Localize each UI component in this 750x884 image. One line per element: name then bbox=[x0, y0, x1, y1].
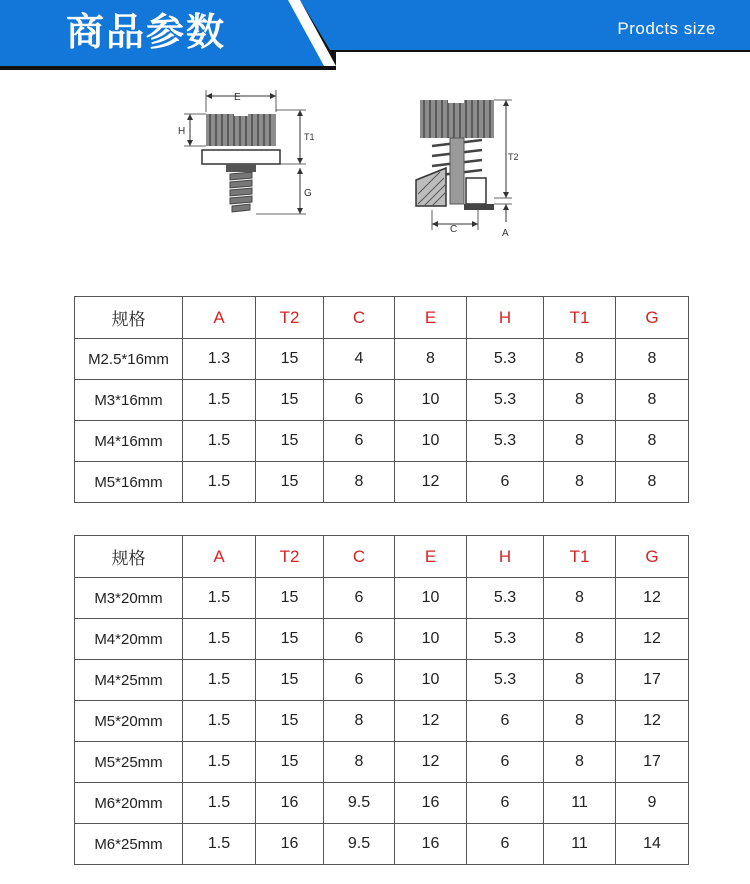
table-row bbox=[75, 742, 689, 783]
label-h: H bbox=[178, 126, 186, 137]
table-cell: 6 bbox=[324, 421, 395, 462]
table-cell: 15 bbox=[256, 578, 324, 619]
table-row bbox=[75, 380, 689, 421]
header-cell: H bbox=[467, 536, 544, 578]
table-cell: 6 bbox=[324, 619, 395, 660]
table-cell: 1.5 bbox=[183, 742, 256, 783]
table-cell: 5.3 bbox=[467, 339, 544, 380]
table-cell: M5*16mm bbox=[75, 462, 183, 503]
header-cell: E bbox=[395, 536, 467, 578]
label-a: A bbox=[502, 228, 509, 239]
page-subtitle: Prodcts size bbox=[617, 19, 716, 38]
table-cell: 8 bbox=[616, 462, 689, 503]
table-cell: 15 bbox=[256, 619, 324, 660]
table-cell: 15 bbox=[256, 339, 324, 380]
table-cell: M5*20mm bbox=[75, 701, 183, 742]
table-cell: 8 bbox=[544, 339, 616, 380]
table-cell: M6*25mm bbox=[75, 824, 183, 865]
table-cell: 8 bbox=[544, 578, 616, 619]
table-cell: 8 bbox=[544, 380, 616, 421]
table-cell: 15 bbox=[256, 421, 324, 462]
table-cell: 8 bbox=[616, 380, 689, 421]
table-cell: 1.5 bbox=[183, 701, 256, 742]
table-cell: 9 bbox=[616, 783, 689, 824]
table-cell: M6*20mm bbox=[75, 783, 183, 824]
table-cell: 12 bbox=[616, 701, 689, 742]
table-cell: 10 bbox=[395, 578, 467, 619]
table-cell: 9.5 bbox=[324, 783, 395, 824]
table-cell: 6 bbox=[467, 824, 544, 865]
table-cell: 6 bbox=[324, 380, 395, 421]
header-cell: H bbox=[467, 297, 544, 339]
table-cell: 17 bbox=[616, 742, 689, 783]
table-cell: 6 bbox=[324, 660, 395, 701]
table-cell: 1.5 bbox=[183, 421, 256, 462]
table-cell: M5*25mm bbox=[75, 742, 183, 783]
table-row bbox=[75, 824, 689, 865]
table-cell: 16 bbox=[395, 783, 467, 824]
table-cell: M4*25mm bbox=[75, 660, 183, 701]
table-cell: 1.3 bbox=[183, 339, 256, 380]
header-cell: G bbox=[616, 297, 689, 339]
table-cell: 8 bbox=[544, 701, 616, 742]
table-cell: 9.5 bbox=[324, 824, 395, 865]
header-cell: 规格 bbox=[75, 297, 183, 339]
table-cell: 1.5 bbox=[183, 578, 256, 619]
label-e: E bbox=[234, 92, 241, 103]
table-cell: 1.5 bbox=[183, 824, 256, 865]
table-row bbox=[75, 339, 689, 380]
table-cell: 16 bbox=[395, 824, 467, 865]
table-cell: 15 bbox=[256, 742, 324, 783]
header-cell: T1 bbox=[544, 297, 616, 339]
table-cell: M4*20mm bbox=[75, 619, 183, 660]
table-cell: 8 bbox=[544, 742, 616, 783]
table-cell: 8 bbox=[616, 339, 689, 380]
table-cell: 5.3 bbox=[467, 660, 544, 701]
table-cell: 1.5 bbox=[183, 380, 256, 421]
header-cell: E bbox=[395, 297, 467, 339]
table-cell: 15 bbox=[256, 660, 324, 701]
page-title: 商品参数 bbox=[66, 10, 227, 54]
table-header-row bbox=[75, 297, 689, 339]
table-cell: 8 bbox=[324, 742, 395, 783]
table-cell: 16 bbox=[256, 824, 324, 865]
table-row bbox=[75, 578, 689, 619]
header-cell: 规格 bbox=[75, 536, 183, 578]
table-cell: 10 bbox=[395, 619, 467, 660]
table-cell: 12 bbox=[616, 619, 689, 660]
header-cell: C bbox=[324, 536, 395, 578]
table-cell: M4*16mm bbox=[75, 421, 183, 462]
table-cell: 4 bbox=[324, 339, 395, 380]
label-g: G bbox=[304, 188, 312, 199]
table-row bbox=[75, 660, 689, 701]
table-cell: 1.5 bbox=[183, 660, 256, 701]
header-cell: G bbox=[616, 536, 689, 578]
table-cell: 10 bbox=[395, 380, 467, 421]
header-banner bbox=[0, 0, 750, 70]
header-cell: C bbox=[324, 297, 395, 339]
table-cell: 5.3 bbox=[467, 619, 544, 660]
table-cell: 12 bbox=[395, 701, 467, 742]
table-cell: 16 bbox=[256, 783, 324, 824]
table-row bbox=[75, 421, 689, 462]
table-cell: 6 bbox=[467, 462, 544, 503]
table-row bbox=[75, 783, 689, 824]
table-cell: 12 bbox=[395, 742, 467, 783]
header-cell: A bbox=[183, 297, 256, 339]
label-t1: T1 bbox=[304, 132, 315, 142]
table-cell: 11 bbox=[544, 783, 616, 824]
header-cell: A bbox=[183, 536, 256, 578]
table-cell: 17 bbox=[616, 660, 689, 701]
screw-diagram-right bbox=[404, 94, 534, 244]
label-c: C bbox=[450, 224, 458, 235]
label-t2: T2 bbox=[508, 152, 519, 162]
table-cell: 8 bbox=[324, 462, 395, 503]
table-cell: 10 bbox=[395, 660, 467, 701]
table-row bbox=[75, 462, 689, 503]
table-cell: 15 bbox=[256, 701, 324, 742]
table-cell: 6 bbox=[467, 783, 544, 824]
table-cell: 5.3 bbox=[467, 578, 544, 619]
table-cell: 12 bbox=[616, 578, 689, 619]
table-cell: 14 bbox=[616, 824, 689, 865]
table-row bbox=[75, 619, 689, 660]
table-header-row bbox=[75, 536, 689, 578]
table-cell: 8 bbox=[544, 660, 616, 701]
header-cell: T2 bbox=[256, 536, 324, 578]
table-cell: 15 bbox=[256, 462, 324, 503]
table-cell: 8 bbox=[395, 339, 467, 380]
table-cell: M3*20mm bbox=[75, 578, 183, 619]
table-cell: 6 bbox=[467, 701, 544, 742]
header-cell: T1 bbox=[544, 536, 616, 578]
table-cell: 11 bbox=[544, 824, 616, 865]
table-cell: 10 bbox=[395, 421, 467, 462]
table-cell: 8 bbox=[544, 462, 616, 503]
header-cell: T2 bbox=[256, 297, 324, 339]
table-cell: M3*16mm bbox=[75, 380, 183, 421]
table-cell: 8 bbox=[544, 619, 616, 660]
table-cell: 8 bbox=[616, 421, 689, 462]
table-cell: 8 bbox=[324, 701, 395, 742]
table-cell: 5.3 bbox=[467, 380, 544, 421]
screw-diagram-left bbox=[172, 86, 322, 226]
table-cell: 1.5 bbox=[183, 783, 256, 824]
table-cell: 12 bbox=[395, 462, 467, 503]
table-cell: 1.5 bbox=[183, 619, 256, 660]
table-cell: 6 bbox=[467, 742, 544, 783]
table-cell: 15 bbox=[256, 380, 324, 421]
table-cell: M2.5*16mm bbox=[75, 339, 183, 380]
table-cell: 5.3 bbox=[467, 421, 544, 462]
spec-table-1 bbox=[74, 296, 689, 503]
spec-table-2 bbox=[74, 535, 689, 865]
table-cell: 1.5 bbox=[183, 462, 256, 503]
table-cell: 6 bbox=[324, 578, 395, 619]
table-row bbox=[75, 701, 689, 742]
table-cell: 8 bbox=[544, 421, 616, 462]
